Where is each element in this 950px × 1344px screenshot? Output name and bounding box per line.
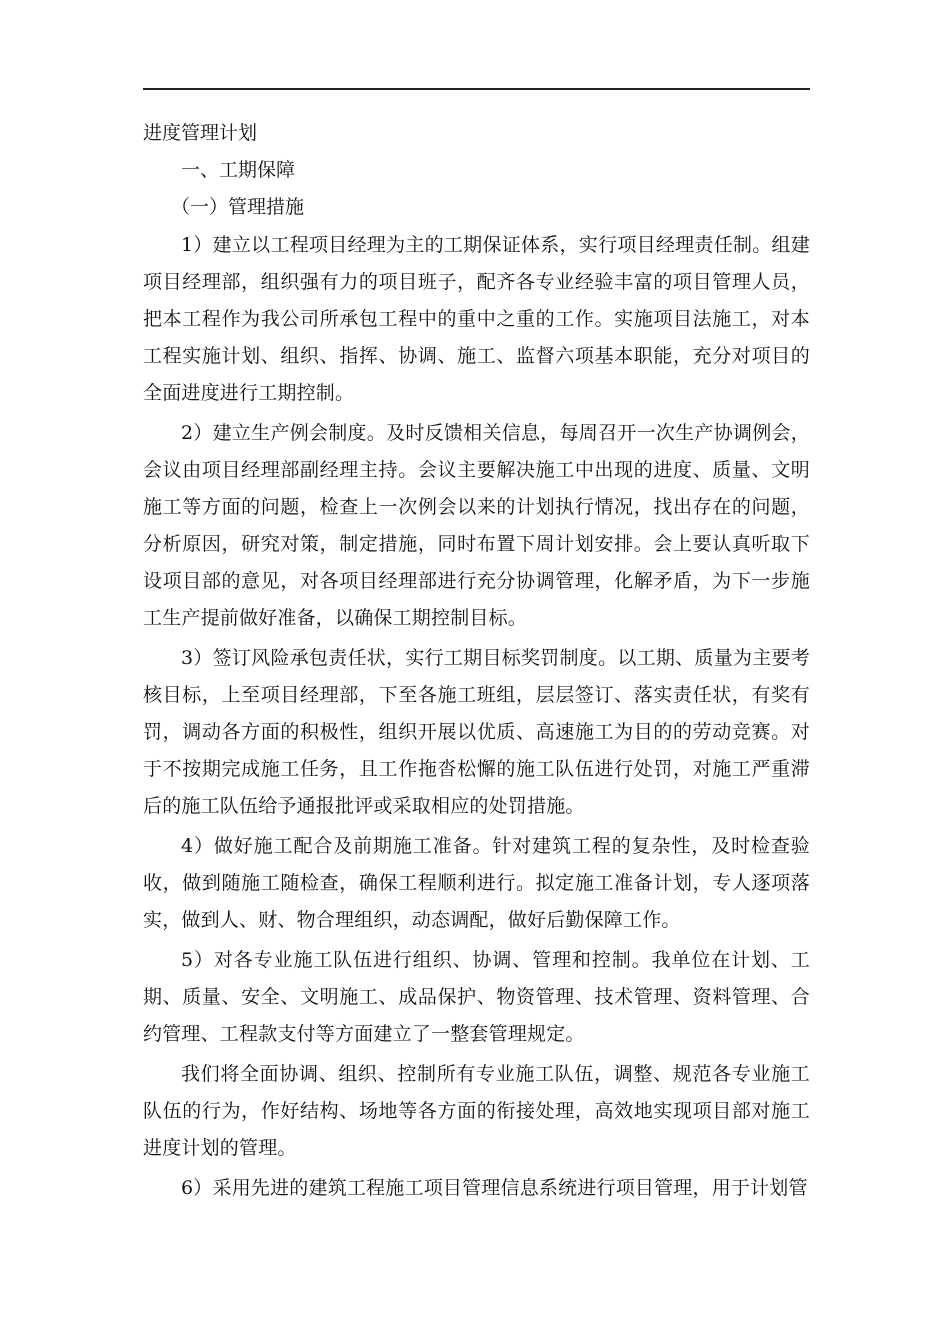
header-rule bbox=[143, 88, 810, 90]
paragraph-1: 1）建立以工程项目经理为主的工期保证体系，实行项目经理责任制。组建项目经理部，组织强有力的项目班子，配齐各专业经验丰富的项目管理人员，把本工程作为我公司所承包工程中的重中之重的工作。实施项目法施工，对本工程实施计划、组织、指挥、协调、施工、监督六项基本职能，充分对项目的全面进度进行工期控制。 bbox=[143, 234, 810, 404]
subsection-heading: （一）管理措施 bbox=[171, 196, 305, 218]
paragraph-7: 6）采用先进的建筑工程施工项目管理信息系统进行项目管理，用于计划管 bbox=[181, 1177, 808, 1199]
paragraph-2: 2）建立生产例会制度。及时反馈相关信息，每周召开一次生产协调例会，会议由项目经理部副经理主持。会议主要解决施工中出现的进度、质量、文明施工等方面的问题，检查上一次例会以来的计划执行情况，找出存在的问题，分析原因，研究对策，制定措施，同时布置下周计划安排。会上要认真听取下设项目部的意见，对各项目经理部进行充分协调管理，化解矛盾，为下一步施工生产提前做好准备，以确保工期控制目标。 bbox=[143, 422, 810, 629]
paragraph-4: 4）做好施工配合及前期施工准备。针对建筑工程的复杂性，及时检查验收，做到随施工随检查，确保工程顺利进行。拟定施工准备计划，专人逐项落实，做到人、财、物合理组织，动态调配，做好后勤保障工作。 bbox=[143, 835, 810, 931]
document-body bbox=[143, 116, 810, 1210]
paragraph-3: 3）签订风险承包责任状，实行工期目标奖罚制度。以工期、质量为主要考核目标，上至项目经理部，下至各施工班组，层层签订、落实责任状，有奖有罚，调动各方面的积极性，组织开展以优质、高速施工为目的的劳动竞赛。对于不按期完成施工任务，且工作拖沓松懈的施工队伍进行处罚，对施工严重滞后的施工队伍给予通报批评或采取相应的处罚措施。 bbox=[143, 647, 810, 817]
paragraph-5: 5）对各专业施工队伍进行组织、协调、管理和控制。我单位在计划、工期、质量、安全、文明施工、成品保护、物资管理、技术管理、资料管理、合约管理、工程款支付等方面建立了一整套管理规定。 bbox=[143, 949, 810, 1045]
section-heading: 一、工期保障 bbox=[181, 159, 296, 181]
document-title: 进度管理计划 bbox=[143, 122, 258, 144]
paragraph-6: 我们将全面协调、组织、控制所有专业施工队伍，调整、规范各专业施工队伍的行为，作好结构、场地等各方面的衔接处理，高效地实现项目部对施工进度计划的管理。 bbox=[143, 1063, 810, 1159]
